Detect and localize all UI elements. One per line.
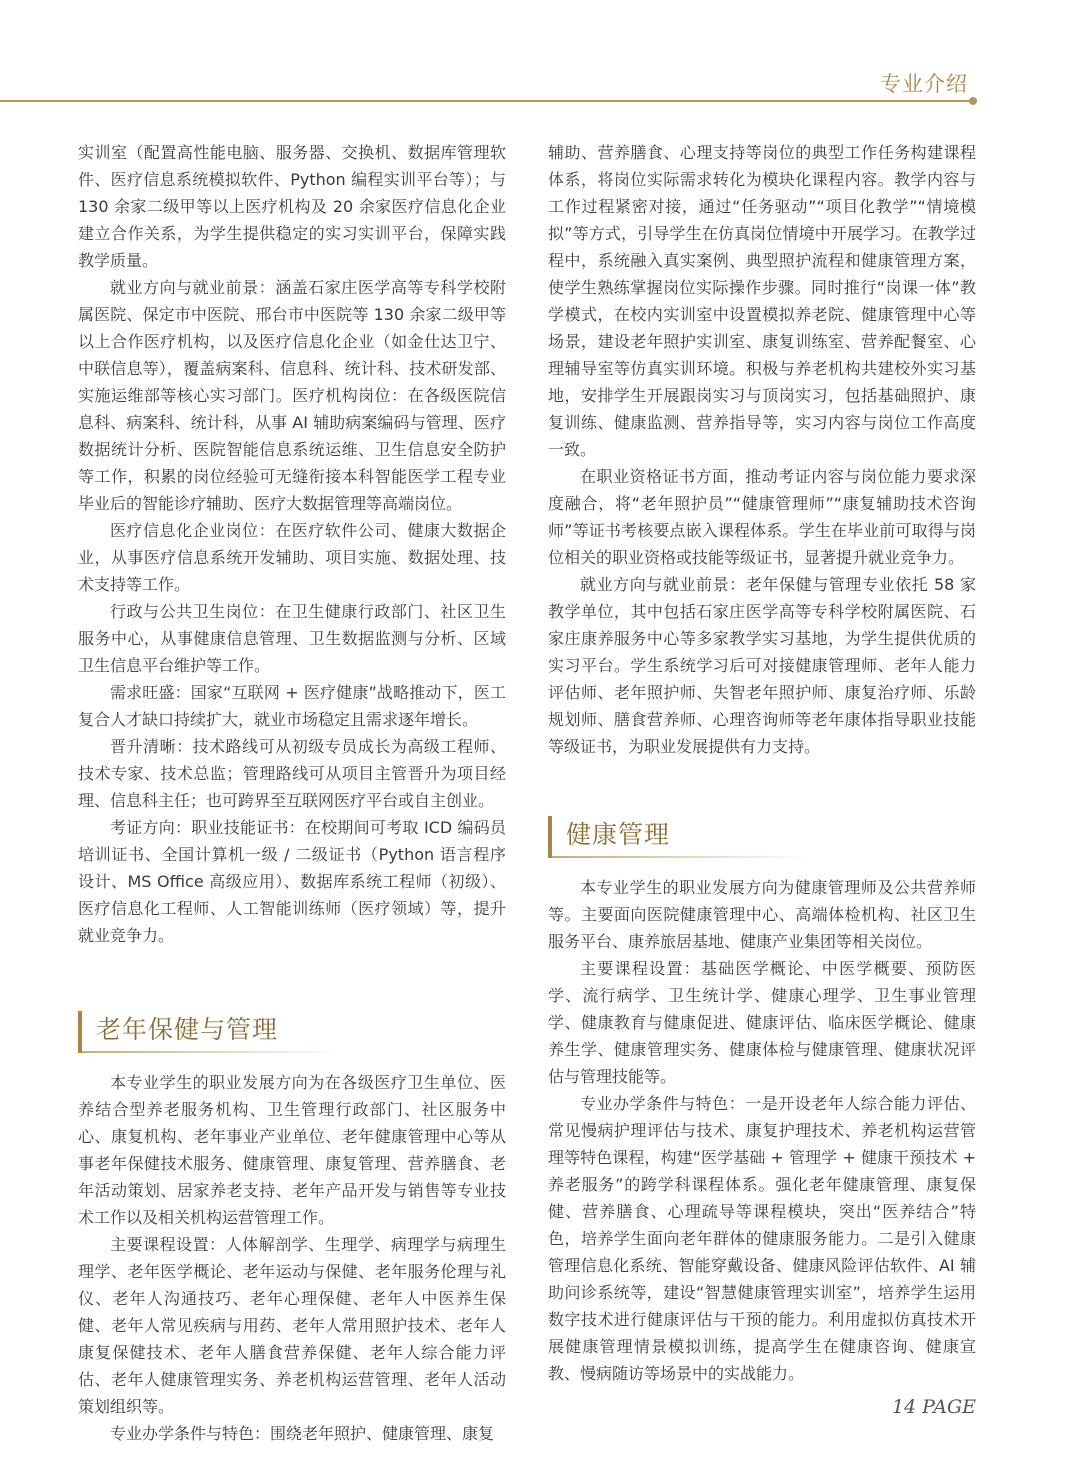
paragraph: 本专业学生的职业发展方向为健康管理师及公共营养师等。主要面向医院健康管理中心、高端体检机构、社区卫生服务平台、康养旅居基地、健康产业集团等相关岗位。 <box>548 878 976 951</box>
paragraph: 晋升清晰：技术路线可从初级专员成长为高级工程师、技术专家、技术总监；管理路线可从项目主管晋升为项目经理、信息科主任；也可跨界至互联网医疗平台或自主创业。 <box>78 737 506 810</box>
page-number: 14 PAGE <box>891 1396 976 1418</box>
paragraph: 本专业学生的职业发展方向为在各级医疗卫生单位、医养结合型养老服务机构、卫生管理行政部门、社区服务中心、康复机构、老年事业产业单位、老年健康管理中心等从事老年保健技术服务、健康管理、康复管理、营养膳食、老年活动策划、居家养老支持、老年产品开发与销售等专业技术工作以及相关机构运营管理工作。 <box>78 1073 506 1227</box>
section-heading-elderly-care <box>78 1011 506 1053</box>
paragraph: 就业方向与就业前景：老年保健与管理专业依托 58 家教学单位，其中包括石家庄医学高等专科学校附属医院、石家庄康养服务中心等多家教学实习基地，为学生提供优质的实习平台。学生系统学习后可对接健康管理师、老年人能力评估师、老年照护师、失智老年照护师、康复治疗师、乐龄规划师、膳食营养师、心理咨询师等老年康体指导职业技能等级证书，为职业发展提供有力支持。 <box>548 575 976 756</box>
section-label: 专业介绍 <box>880 72 968 96</box>
paragraph: 就业方向与就业前景：涵盖石家庄医学高等专科学校附属医院、保定市中医院、邢台市中医院等 130 余家二级甲等以上合作医疗机构，以及医疗信息化企业（如金仕达卫宁、中联信息等），覆盖病案科、信息科、统计科、技术研发部、实施运维部等核心实习部门。医疗机构岗位：在各级医院信息科、病案科、统计科，从事 AI 辅助病案编码与管理、医疗数据统计分析、医院智能信息系统运维、卫生信息安全防护等工作，积累的岗位经验可无缝衔接本科智能医学工程专业毕业后的智能诊疗辅助、医疗大数据管理等高端岗位。 <box>78 278 506 513</box>
paragraph: 主要课程设置：人体解剖学、生理学、病理学与病理生理学、老年医学概论、老年运动与保健、老年服务伦理与礼仪、老年人沟通技巧、老年心理保健、老年人中医养生保健、老年人常见疾病与用药、老年人常用照护技术、老年人康复保健技术、老年人膳食营养保健、老年人综合能力评估、老年人健康管理实务、养老机构运营管理、老年人活动策划组织等。 <box>78 1235 506 1416</box>
paragraph: 考证方向：职业技能证书：在校期间可考取 ICD 编码员培训证书、全国计算机一级 / 二级证书（Python 语言程序设计、MS Office 高级应用）、数据库系统工程师（初级）、医疗信息化工程师、人工智能训练师（医疗领域）等，提升就业竞争力。 <box>78 818 506 945</box>
heading-text: 健康管理 <box>566 820 671 849</box>
paragraph: 需求旺盛：国家“互联网 + 医疗健康”战略推动下，医工复合人才缺口持续扩大，就业市场稳定且需求逐年增长。 <box>78 683 506 729</box>
header-rule <box>0 100 972 102</box>
paragraph: 辅助、营养膳食、心理支持等岗位的典型工作任务构建课程体系，将岗位实际需求转化为模块化课程内容。教学内容与工作过程紧密对接，通过“任务驱动”“项目化教学”“情境模拟”等方式，引导学生在仿真岗位情境中开展学习。在教学过程中，系统融入真实案例、典型照护流程和健康管理方案，使学生熟练掌握岗位实际操作步骤。同时推行“岗课一体”教学模式，在校内实训室中设置模拟养老院、健康管理中心等场景，建设老年照护实训室、康复训练室、营养配餐室、心理辅导室等仿真实训环境。积极与养老机构共建校外实习基地，安排学生开展跟岗实习与顶岗实习，包括基础照护、康复训练、健康监测、营养指导等，实习内容与岗位工作高度一致。 <box>548 143 976 459</box>
right-column <box>548 139 976 1387</box>
header-rule-dot <box>969 97 977 105</box>
heading-text: 老年保健与管理 <box>96 1015 279 1044</box>
paragraph: 医疗信息化企业岗位：在医疗软件公司、健康大数据企业，从事医疗信息系统开发辅助、项目实施、数据处理、技术支持等工作。 <box>78 521 506 594</box>
paragraph: 主要课程设置：基础医学概论、中医学概要、预防医学、流行病学、卫生统计学、健康心理学、卫生事业管理学、健康教育与健康促进、健康评估、临床医学概论、健康养生学、健康管理实务、健康体检与健康管理、健康状况评估与管理技能等。 <box>548 959 976 1086</box>
section-heading-health-management <box>548 816 976 858</box>
paragraph: 专业办学条件与特色：围绕老年照护、健康管理、康复 <box>110 1424 495 1443</box>
paragraph: 专业办学条件与特色：一是开设老年人综合能力评估、常见慢病护理评估与技术、康复护理技术、养老机构运营管理等特色课程，构建“医学基础 + 管理学 + 健康干预技术 + 养老服务”的跨学科课程体系。强化老年健康管理、康复保健、营养膳食、心理疏导等课程模块，突出“医养结合”特色，培养学生面向老年群体的健康服务能力。二是引入健康管理信息化系统、智能穿戴设备、健康风险评估软件、AI 辅助问诊系统等，建设“智慧健康管理实训室”，培养学生运用数字技术进行健康评估与干预的能力。利用虚拟仿真技术开展健康管理情景模拟训练，提高学生在健康咨询、健康宣教、慢病随访等场景中的实战能力。 <box>548 1094 976 1383</box>
paragraph: 在职业资格证书方面，推动考证内容与岗位能力要求深度融合，将“老年照护员”“健康管理师”“康复辅助技术咨询师”等证书考核要点嵌入课程体系。学生在毕业前可取得与岗位相关的职业资格或技能等级证书，显著提升就业竞争力。 <box>548 467 976 567</box>
paragraph: 行政与公共卫生岗位：在卫生健康行政部门、社区卫生服务中心，从事健康信息管理、卫生数据监测与分析、区域卫生信息平台维护等工作。 <box>78 602 506 675</box>
left-column <box>78 139 506 1447</box>
heading-underline <box>82 1051 342 1053</box>
heading-underline <box>552 856 812 858</box>
paragraph: 实训室（配置高性能电脑、服务器、交换机、数据库管理软件、医疗信息系统模拟软件、Python 编程实训平台等）；与 130 余家二级甲等以上医疗机构及 20 余家医疗信息化企业建立合作关系，为学生提供稳定的实习实训平台，保障实践教学质量。 <box>78 143 506 270</box>
